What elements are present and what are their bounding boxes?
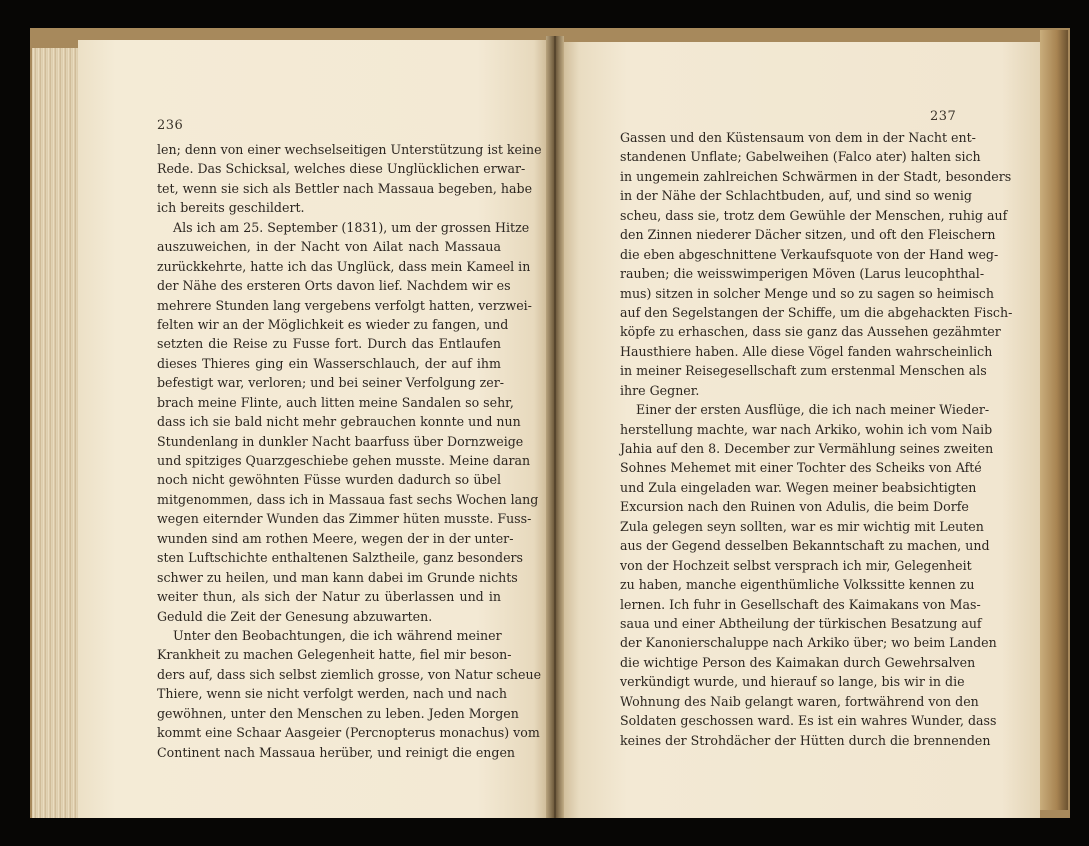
text-line: Jahia auf den 8. December zur Vermählung seines zweiten	[620, 441, 994, 456]
text-line: brach meine Flinte, auch litten meine Sandalen so sehr,	[157, 394, 514, 410]
text-line: dieses Thieres ging ein Wasserschlauch, der auf ihm	[157, 355, 501, 371]
text-line: Geduld die Zeit der Genesung abzuwarten.	[157, 608, 433, 624]
text-line: len; denn von einer wechselseitigen Unterstützung ist keine	[157, 142, 542, 157]
text-line: noch nicht gewöhnten Füsse wurden dadurch so übel	[157, 472, 501, 488]
book-gutter	[546, 36, 564, 818]
text-line: den Zinnen niederer Dächer sitzen, und oft den Fleischern	[620, 227, 996, 243]
text-line: schwer zu heilen, und man kann dabei im Grunde nichts	[157, 569, 518, 585]
text-line: tet, wenn sie sich als Bettler nach Massaua begeben, habe	[157, 180, 533, 196]
text-line: ich bereits geschildert.	[157, 200, 305, 216]
text-line: der Kanonierschaluppe nach Arkiko über; wo beim Landen	[620, 635, 997, 651]
text-line: der Nähe des ersteren Orts davon lief. Nachdem wir es	[157, 278, 511, 294]
text-line: rauben; die weisswimperigen Möven (Larus leucophthal-	[620, 266, 985, 282]
right-page-number: 237	[930, 109, 957, 124]
text-line: und spitziges Quarzgeschiebe gehen musste. Meine daran	[157, 453, 531, 468]
text-line: ihre Gegner.	[620, 382, 700, 398]
text-line: Krankheit zu machen Gelegenheit hatte, fiel mir beson-	[157, 647, 512, 663]
text-line: Excursion nach den Ruinen von Adulis, die beim Dorfe	[620, 499, 969, 515]
text-line: sten Luftschichte enthaltenen Salztheile, ganz besonders	[157, 550, 524, 566]
text-line: aus der Gegend desselben Bekanntschaft zu machen, und	[620, 538, 990, 554]
text-line: ders auf, dass sich selbst ziemlich grosse, von Natur scheue	[157, 666, 542, 682]
text-line: scheu, dass sie, trotz dem Gewühle der Menschen, ruhig auf	[620, 207, 1008, 223]
text-line: standenen Unflate; Gabelweihen (Falco ater) halten sich	[620, 149, 981, 165]
text-line: auszuweichen, in der Nacht von Ailat nach Massaua	[157, 239, 501, 255]
text-line: köpfe zu erhaschen, dass sie ganz das Aussehen gezähmter	[620, 324, 1001, 340]
text-line: zurückkehrte, hatte ich das Unglück, dass mein Kameel in	[157, 258, 531, 274]
text-line: die eben abgeschnittene Verkaufsquote von der Hand weg-	[620, 246, 999, 262]
text-line: mus) sitzen in solcher Menge und so zu sagen so heimisch	[620, 285, 994, 301]
left-page-text	[157, 140, 542, 762]
text-line: saua und einer Abtheilung der türkischen Besatzung auf	[620, 615, 982, 631]
text-line: verkündigt wurde, und hierauf so lange, bis wir in die	[620, 674, 965, 690]
text-line: in ungemein zahlreichen Schwärmen in der Stadt, besonders	[620, 168, 1012, 184]
text-line: Gassen und den Küstensaum von dem in der Nacht ent-	[620, 130, 976, 145]
text-line: dass ich sie bald nicht mehr gebrauchen konnte und nun	[157, 414, 521, 430]
text-line: Rede. Das Schicksal, welches diese Unglücklichen erwar-	[157, 161, 526, 177]
text-line: in der Nähe der Schlachtbuden, auf, und sind so wenig	[620, 188, 972, 204]
text-line: keines der Strohdächer der Hütten durch die brennenden	[620, 732, 991, 748]
text-line: die wichtige Person des Kaimakan durch Gewehrsalven	[620, 654, 976, 670]
text-line: herstellung machte, war nach Arkiko, wohin ich vom Naib	[620, 421, 993, 437]
text-line: Soldaten geschossen ward. Es ist ein wahres Wunder, dass	[620, 713, 997, 729]
text-line: und Zula eingeladen war. Wegen meiner beabsichtigten	[620, 479, 977, 495]
text-line: lernen. Ich fuhr in Gesellschaft des Kaimakans von Mas-	[620, 596, 981, 612]
text-line: in meiner Reisegesellschaft zum erstenmal Menschen als	[620, 363, 987, 379]
text-line: Sohnes Mehemet mit einer Tochter des Scheiks von Afté	[620, 460, 982, 476]
text-line: weiter thun, als sich der Natur zu überlassen und in	[157, 589, 501, 605]
page-edges-right	[1040, 30, 1068, 810]
text-line: felten wir an der Möglichkeit es wieder zu fangen, und	[157, 316, 509, 332]
text-line: setzten die Reise zu Fusse fort. Durch das Entlaufen	[157, 336, 501, 352]
text-line: wunden sind am rothen Meere, wegen der in der unter-	[157, 530, 514, 546]
text-line: Als ich am 25. September (1831), um der grossen Hitze	[173, 219, 530, 235]
text-line: Wohnung des Naib gelangt waren, fortwährend von den	[620, 693, 979, 709]
text-line: wegen eiternder Wunden das Zimmer hüten musste. Fuss-	[157, 511, 532, 527]
page-edges-left	[32, 48, 80, 818]
text-line: mitgenommen, dass ich in Massaua fast sechs Wochen lang	[157, 491, 539, 507]
text-line: von der Hochzeit selbst versprach ich mir, Gelegenheit	[620, 557, 972, 573]
text-line: Stundenlang in dunkler Nacht baarfuss über Dornzweige	[157, 433, 524, 449]
text-line: Einer der ersten Ausflüge, die ich nach meiner Wieder-	[636, 402, 990, 418]
text-line: kommt eine Schaar Aasgeier (Percnopterus monachus) vom	[157, 725, 540, 741]
text-line: Unter den Beobachtungen, die ich während meiner	[173, 627, 502, 643]
text-line: Thiere, wenn sie nicht verfolgt werden, nach und nach	[157, 686, 507, 702]
left-page-number: 236	[157, 118, 184, 133]
right-page-text	[620, 128, 1013, 750]
text-line: Hausthiere haben. Alle diese Vögel fanden wahrscheinlich	[620, 343, 993, 359]
text-line: befestigt war, verloren; und bei seiner Verfolgung zer-	[157, 375, 505, 391]
text-line: Zula gelegen seyn sollten, war es mir wichtig mit Leuten	[620, 518, 984, 534]
text-line: auf den Segelstangen der Schiffe, um die abgehackten Fisch-	[620, 304, 1013, 320]
text-line: gewöhnen, unter den Menschen zu leben. Jeden Morgen	[157, 705, 519, 721]
text-line: zu haben, manche eigenthümliche Volkssitte kennen zu	[620, 577, 975, 593]
text-line: Continent nach Massaua herüber, und reinigt die engen	[157, 744, 516, 760]
text-line: mehrere Stunden lang vergebens verfolgt hatten, verzwei-	[157, 297, 532, 313]
